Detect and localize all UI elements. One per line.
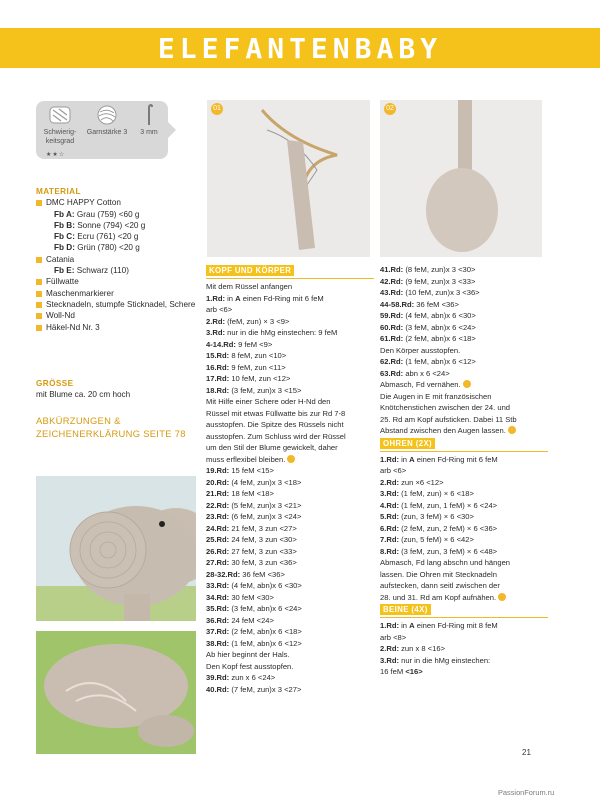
photo-reference-icon <box>463 380 471 388</box>
instruction-text: 36 feM <36> <box>414 299 459 309</box>
instruction-text: (8 feM, zun)x 3 <30> <box>403 265 476 274</box>
instruction-line <box>206 373 376 385</box>
instruction-line <box>380 287 550 299</box>
instruction-line <box>206 511 376 523</box>
round-label: 4-14.Rd: <box>206 339 236 349</box>
instructions-column-2 <box>380 264 550 678</box>
trunk-crochet-image <box>207 100 370 257</box>
instruction-text: 8 feM, zun <10> <box>229 351 287 360</box>
color-code: Fb C: <box>54 232 75 242</box>
abbreviations-note: ABKÜRZUNGEN & ZEICHENERKLÄRUNG SEITE 78 <box>36 415 186 439</box>
instruction-text: abn x 6 <24> <box>403 368 450 378</box>
title-banner <box>0 28 600 68</box>
elephant-body-image <box>36 631 196 754</box>
instruction-line <box>206 557 376 569</box>
step-number-badge: 01 <box>211 103 223 115</box>
instruction-text: Abstand zwischen den Augen lassen. <box>380 426 506 435</box>
round-label: 15.Rd: <box>206 351 230 360</box>
instruction-text: (4 feM, abn)x 6 <30> <box>229 581 302 590</box>
instruction-text: 15 feM <15> <box>229 466 274 475</box>
round-label: 21.Rd: <box>206 489 230 498</box>
round-label: 1.Rd: <box>380 454 399 464</box>
instruction-text: aufstecken, dann seitl zwischen der <box>380 581 500 590</box>
difficulty-box-arrow <box>166 120 176 140</box>
material-text: Stecknadeln, stumpfe Sticknadel, Schere <box>46 299 196 309</box>
instruction-text: (2 feM, abn)x 6 <18> <box>229 627 302 636</box>
round-label: 2.Rd: <box>380 644 399 653</box>
round-label: 42.Rd: <box>380 276 404 286</box>
instruction-line <box>380 391 550 403</box>
material-text: Grün (780) <20 g <box>74 243 140 253</box>
instruction-line <box>380 310 550 322</box>
size-heading: GRÖSSE <box>36 379 74 388</box>
instruction-text: (9 feM, zun)x 3 <33> <box>403 276 476 286</box>
photo-reference-icon <box>508 426 516 434</box>
difficulty-item <box>40 104 80 146</box>
instruction-line <box>206 649 376 661</box>
instruction-line <box>380 345 550 357</box>
instruction-line <box>206 293 376 305</box>
instruction-line <box>380 632 550 644</box>
round-label: 35.Rd: <box>206 604 230 613</box>
round-label: 1.Rd: <box>380 621 399 630</box>
material-section <box>36 186 196 333</box>
instruction-line <box>206 327 376 339</box>
instruction-line <box>206 304 376 316</box>
hook-size-label: 3 mm <box>140 129 158 136</box>
instruction-text: einen Fd-Ring mit 6 feM <box>240 293 324 303</box>
instruction-text: (2 feM, abn)x 6 <18> <box>403 334 476 343</box>
color-code: Fb A: <box>54 209 75 219</box>
instruction-line <box>380 511 550 523</box>
instruction-lines <box>380 454 550 604</box>
material-item <box>36 254 196 265</box>
material-text: Ecru (761) <20 g <box>74 232 139 242</box>
section-label-head-body: KOPF UND KÖRPER <box>206 265 294 276</box>
watermark: PassionForum.ru <box>498 788 555 797</box>
material-list <box>36 197 196 333</box>
instruction-line <box>206 569 376 581</box>
instruction-line <box>380 465 550 477</box>
material-item <box>36 299 196 310</box>
instruction-line <box>380 414 550 426</box>
instruction-line <box>206 626 376 638</box>
round-label: 3.Rd: <box>206 328 225 337</box>
round-label: 2.Rd: <box>380 477 399 487</box>
material-text: Schwarz (110) <box>74 266 129 276</box>
step-number-badge: 02 <box>384 103 396 115</box>
instruction-text: 25. Rd am Kopf aufsticken. Dabei 11 Stb <box>380 414 517 424</box>
instruction-line <box>206 684 376 696</box>
instruction-line <box>380 523 550 535</box>
instruction-line <box>206 603 376 615</box>
instruction-text: arb <6> <box>380 466 407 475</box>
instruction-text: Ab hier beginnt der Hals. <box>206 650 290 659</box>
instruction-text: 21 feM, 3 zun <27> <box>229 523 297 533</box>
instruction-text: 27 feM, 3 zun <33> <box>229 546 297 556</box>
section-label-ears: OHREN (2X) <box>380 438 435 449</box>
instruction-line <box>206 661 376 673</box>
instruction-line <box>380 264 550 276</box>
instruction-text: 10 feM, zun <12> <box>229 374 291 383</box>
instruction-line <box>380 379 550 391</box>
instruction-text: 36 feM <36> <box>240 569 285 579</box>
instruction-text: Abmasch, Fd vernähen. <box>380 380 461 389</box>
instruction-text: (3 feM, zun, 3 feM) × 6 <48> <box>398 546 498 556</box>
material-item <box>36 265 196 276</box>
round-label: 16.Rd: <box>206 362 230 372</box>
crochet-hook-icon <box>143 104 155 126</box>
instruction-line <box>380 425 550 437</box>
round-label: 7.Rd: <box>380 535 399 544</box>
round-label: <16> <box>405 667 423 676</box>
instruction-text: (4 feM, abn)x 6 <30> <box>403 311 476 320</box>
instruction-line <box>206 431 376 443</box>
round-label: 19.Rd: <box>206 466 230 475</box>
instruction-line <box>380 643 550 655</box>
body-crochet-image <box>380 100 542 257</box>
instruction-text: arb <6> <box>206 305 233 314</box>
instruction-text: Rüssel mit etwas Füllwatte bis zur Rd 7-8 <box>206 408 346 418</box>
instruction-text: Mit Hilfe einer Schere oder H-Nd den <box>206 397 331 406</box>
instruction-line <box>206 672 376 684</box>
instruction-line <box>206 350 376 362</box>
material-heading: MATERIAL <box>36 187 81 196</box>
instruction-text: in <box>398 621 410 630</box>
instruction-line <box>206 454 376 466</box>
instruction-text: in <box>398 454 410 464</box>
instruction-line <box>380 546 550 558</box>
instruction-line <box>206 592 376 604</box>
instruction-line <box>380 655 550 667</box>
page-title: ELEFANTENBABY <box>157 31 443 65</box>
photo-reference-icon <box>498 593 506 601</box>
round-label: 17.Rd: <box>206 374 230 383</box>
instruction-text: (7 feM, zun)x 3 <27> <box>229 684 302 694</box>
instruction-text: Die Augen in E mit französischen <box>380 391 492 401</box>
instruction-line <box>380 299 550 311</box>
round-label: 5.Rd: <box>380 512 399 521</box>
material-item <box>36 276 196 287</box>
instruction-line <box>206 615 376 627</box>
round-label: 25.Rd: <box>206 535 230 544</box>
instruction-line <box>206 385 376 397</box>
material-item <box>36 310 196 321</box>
round-label: 61.Rd: <box>380 334 404 343</box>
instruction-text: 18 feM <18> <box>229 489 274 498</box>
round-label: A <box>409 621 415 630</box>
instruction-text: in <box>224 293 236 303</box>
instruction-text: ausstopfen. Die Spitze des Rüssels nicht <box>206 420 344 429</box>
instruction-line <box>380 402 550 414</box>
difficulty-label: Schwierig- keitsgrad <box>43 129 77 145</box>
instruction-text: 28. und 31. Rd am Kopf aufnähen. <box>380 592 497 602</box>
round-label: 26.Rd: <box>206 546 230 556</box>
instruction-line <box>206 488 376 500</box>
color-code: Fb B: <box>54 220 75 230</box>
instruction-line <box>380 488 550 500</box>
instruction-line <box>206 362 376 374</box>
instruction-line <box>380 580 550 592</box>
instruction-text: nur in die hMg einstechen: <box>398 655 491 665</box>
instruction-text: einen Fd-Ring mit 6 feM <box>414 454 498 464</box>
instruction-lines <box>380 264 550 437</box>
instruction-text: Abmasch, Fd lang abschn und hängen <box>380 558 511 567</box>
hook-size-item <box>134 104 164 137</box>
round-label: 2.Rd: <box>206 316 225 326</box>
color-code: Fb D: <box>54 243 75 253</box>
round-label: 6.Rd: <box>380 523 399 533</box>
instruction-text: (3 feM, abn)x 6 <24> <box>403 322 476 332</box>
instruction-text: 30 feM <30> <box>229 592 274 602</box>
elephant-photo-small <box>36 631 196 754</box>
instruction-text: 9 feM <9> <box>235 339 273 349</box>
instruction-text: muss erflexibel bleiben. <box>206 454 286 464</box>
material-text: Maschenmarkierer <box>46 288 114 298</box>
round-label: 63.Rd: <box>380 368 404 378</box>
instruction-lines <box>380 620 550 678</box>
round-label: 28-32.Rd: <box>206 569 241 579</box>
instruction-text: 16 feM <box>380 667 406 676</box>
instruction-line <box>206 465 376 477</box>
round-label: 40.Rd: <box>206 684 230 694</box>
instruction-text: Knötchenstichen zwischen der 24. und <box>380 403 511 412</box>
material-item <box>36 231 196 242</box>
instruction-text: (zun, 3 feM) × 6 <30> <box>398 512 474 521</box>
instruction-text: (1 feM, zun) × 6 <18> <box>398 489 474 498</box>
round-label: A <box>235 293 241 303</box>
material-item <box>36 242 196 253</box>
instruction-line <box>380 620 550 632</box>
round-label: 60.Rd: <box>380 322 404 332</box>
instruction-line <box>380 592 550 604</box>
instruction-line <box>380 276 550 288</box>
instruction-line <box>380 666 550 678</box>
round-label: 4.Rd: <box>380 500 399 510</box>
instruction-line <box>380 500 550 512</box>
instruction-line <box>380 557 550 569</box>
instruction-text: zun x 6 <24> <box>229 673 276 682</box>
round-label: 23.Rd: <box>206 512 230 521</box>
round-label: 39.Rd: <box>206 673 230 682</box>
instruction-text: 9 feM, zun <11> <box>229 362 286 372</box>
instruction-line <box>206 534 376 546</box>
round-label: 22.Rd: <box>206 500 230 510</box>
step-photo-1 <box>207 100 370 257</box>
page-number: 21 <box>522 748 531 757</box>
round-label: 38.Rd: <box>206 638 230 648</box>
material-text: Füllwatte <box>46 277 79 287</box>
instruction-text: (4 feM, zun)x 3 <18> <box>229 477 302 487</box>
instruction-line <box>380 569 550 581</box>
instruction-text: ausstopfen. Zum Schluss wird der Rüssel <box>206 431 346 441</box>
round-label: 37.Rd: <box>206 627 230 636</box>
material-item <box>36 220 196 231</box>
section-label-legs: BEINE (4X) <box>380 604 431 615</box>
instruction-text: (10 feM, zun)x 3 <36> <box>403 288 480 297</box>
elephant-head-image <box>36 476 196 621</box>
instruction-line <box>206 546 376 558</box>
round-label: 43.Rd: <box>380 288 404 297</box>
section-divider <box>380 617 548 618</box>
section-divider <box>380 451 548 452</box>
elephant-photo-large <box>36 476 196 621</box>
material-item <box>36 209 196 220</box>
material-text: DMC HAPPY Cotton <box>46 198 121 208</box>
material-item <box>36 288 196 299</box>
round-label: 33.Rd: <box>206 581 230 590</box>
material-text: Grau (759) <60 g <box>74 209 140 219</box>
yarn-weight-item <box>84 104 130 137</box>
round-label: 62.Rd: <box>380 357 404 366</box>
instruction-text: (3 feM, zun)x 3 <15> <box>229 385 302 395</box>
difficulty-stars: ★★☆ <box>46 152 66 158</box>
instruction-line <box>206 281 376 293</box>
instruction-text: lassen. Die Ohren mit Stecknadeln <box>380 569 497 579</box>
instruction-line <box>380 333 550 345</box>
round-label: 34.Rd: <box>206 592 230 602</box>
instruction-text: (zun, 5 feM) × 6 <42> <box>398 535 474 544</box>
instruction-text: um den Stil der Blume gewickelt, daher <box>206 443 338 452</box>
instruction-line <box>206 316 376 328</box>
instruction-text: Mit dem Rüssel anfangen <box>206 282 293 291</box>
round-label: 8.Rd: <box>380 546 399 556</box>
yarn-ball-icon <box>96 104 118 126</box>
instruction-text: (1 feM, abn)x 6 <12> <box>403 357 476 366</box>
instruction-line <box>206 523 376 535</box>
round-label: 36.Rd: <box>206 615 230 625</box>
instruction-text: zun ×6 <12> <box>398 477 444 487</box>
round-label: 27.Rd: <box>206 558 230 567</box>
section-divider <box>206 278 374 279</box>
instruction-text: (3 feM, abn)x 6 <24> <box>229 604 302 613</box>
instruction-line <box>206 339 376 351</box>
round-label: 3.Rd: <box>380 489 399 498</box>
instruction-line <box>206 396 376 408</box>
instruction-text: (6 feM, zun)x 3 <24> <box>229 512 302 521</box>
instruction-line <box>206 442 376 454</box>
instruction-text: (2 feM, zun, 2 feM) × 6 <36> <box>398 523 498 533</box>
instruction-line <box>206 477 376 489</box>
instruction-line <box>206 638 376 650</box>
instruction-line <box>380 477 550 489</box>
instruction-line <box>206 408 376 420</box>
instruction-line <box>380 534 550 546</box>
instruction-text: einen Fd-Ring mit 8 feM <box>414 621 498 630</box>
material-item <box>36 322 196 333</box>
instruction-text: 24 feM <24> <box>229 615 274 625</box>
instruction-text: Den Kopf fest ausstopfen. <box>206 661 294 671</box>
instruction-text: Den Körper ausstopfen. <box>380 345 461 355</box>
color-code: Fb E: <box>54 266 75 276</box>
instruction-text: 24 feM, 3 zun <30> <box>229 535 297 544</box>
material-item <box>36 197 196 208</box>
yarn-weight-label: Garnstärke 3 <box>86 129 128 136</box>
instruction-line <box>206 419 376 431</box>
instruction-text: (feM, zun) × 3 <9> <box>224 316 290 326</box>
instruction-line <box>380 454 550 466</box>
size-text: mit Blume ca. 20 cm hoch <box>36 390 131 400</box>
instruction-text: (1 feM, zun, 1 feM) × 6 <24> <box>398 500 498 510</box>
instruction-text: nur in die hMg einstechen: 9 feM <box>224 328 338 337</box>
instruction-text: (5 feM, zun)x 3 <21> <box>229 500 302 510</box>
instruction-line <box>380 356 550 368</box>
round-label: 18.Rd: <box>206 385 230 395</box>
material-text: Sonne (794) <20 g <box>74 220 146 230</box>
round-label: 59.Rd: <box>380 311 404 320</box>
round-label: A <box>409 454 415 464</box>
instruction-text: arb <8> <box>380 632 407 642</box>
round-label: 20.Rd: <box>206 477 230 487</box>
instruction-line <box>206 500 376 512</box>
instruction-lines <box>206 281 376 695</box>
instruction-line <box>206 580 376 592</box>
material-text: Catania <box>46 254 75 264</box>
instruction-text: zun x 8 <16> <box>398 644 446 653</box>
material-text: Häkel-Nd Nr. 3 <box>46 322 100 332</box>
round-label: 44-58.Rd: <box>380 299 415 309</box>
yarn-skein-icon <box>49 104 71 126</box>
round-label: 3.Rd: <box>380 655 399 665</box>
step-photo-2 <box>380 100 542 257</box>
material-text: Woll-Nd <box>46 311 75 321</box>
instruction-text: (1 feM, abn)x 6 <12> <box>229 638 302 648</box>
round-label: 1.Rd: <box>206 293 225 303</box>
photo-reference-icon <box>287 455 295 463</box>
instruction-line <box>380 322 550 334</box>
round-label: 41.Rd: <box>380 265 404 274</box>
instruction-line <box>380 368 550 380</box>
instructions-column-1 <box>206 264 376 695</box>
instruction-text: 30 feM, 3 zun <36> <box>229 558 297 567</box>
size-section <box>36 378 196 401</box>
round-label: 24.Rd: <box>206 523 230 533</box>
